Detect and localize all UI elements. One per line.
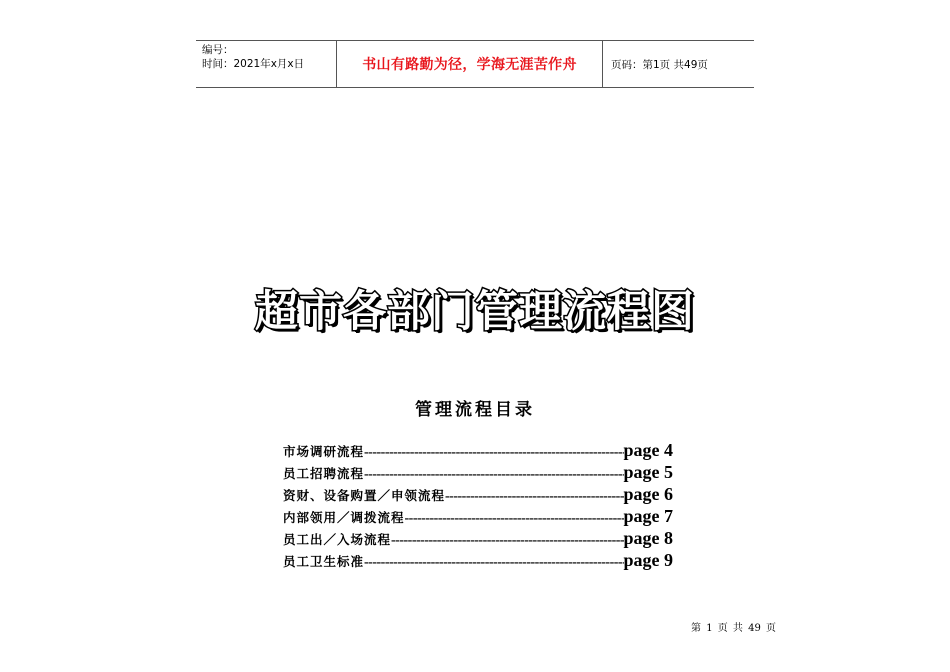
toc-item-page: page 4 <box>623 440 673 460</box>
toc-item-page: page 5 <box>623 462 673 482</box>
table-of-contents <box>283 440 673 572</box>
toc-item[interactable] <box>283 528 673 550</box>
toc-item-label: 市场调研流程 <box>283 444 365 459</box>
toc-leader <box>364 555 623 571</box>
toc-leader <box>364 467 623 483</box>
toc-item[interactable] <box>283 462 673 484</box>
document-header <box>196 40 754 88</box>
toc-item-page: page 9 <box>623 550 673 570</box>
document-number-label: 编号： <box>202 44 234 56</box>
toc-item-page: page 8 <box>623 528 673 548</box>
toc-item[interactable] <box>283 550 673 572</box>
toc-item[interactable] <box>283 484 673 506</box>
toc-item-page: page 6 <box>623 484 673 504</box>
toc-item-page: page 7 <box>623 506 673 526</box>
toc-leader <box>445 489 623 505</box>
toc-item-label: 员工招聘流程 <box>283 466 365 481</box>
toc-item-label: 资财、设备购置／申领流程 <box>283 488 446 503</box>
toc-heading: 管理流程目录 <box>415 400 535 420</box>
toc-item[interactable] <box>283 440 673 462</box>
document-time-label: 时间：2021年x月x日 <box>202 58 305 70</box>
toc-item[interactable] <box>283 506 673 528</box>
header-motto: 书山有路勤为径，学海无涯苦作舟 <box>337 41 603 87</box>
document-title: 超市各部门管理流程图 <box>255 287 695 337</box>
toc-item-label: 员工卫生标准 <box>283 554 365 569</box>
toc-item-label: 内部领用／调拨流程 <box>283 510 405 525</box>
header-page-info: 页码：第1页 共49页 <box>611 58 708 71</box>
page-footer: 第 1 页 共 49 页 <box>691 623 776 634</box>
toc-item-label: 员工出／入场流程 <box>283 532 392 547</box>
toc-leader <box>405 511 624 527</box>
toc-leader <box>364 445 623 461</box>
header-meta <box>196 41 337 87</box>
toc-leader <box>391 533 623 549</box>
